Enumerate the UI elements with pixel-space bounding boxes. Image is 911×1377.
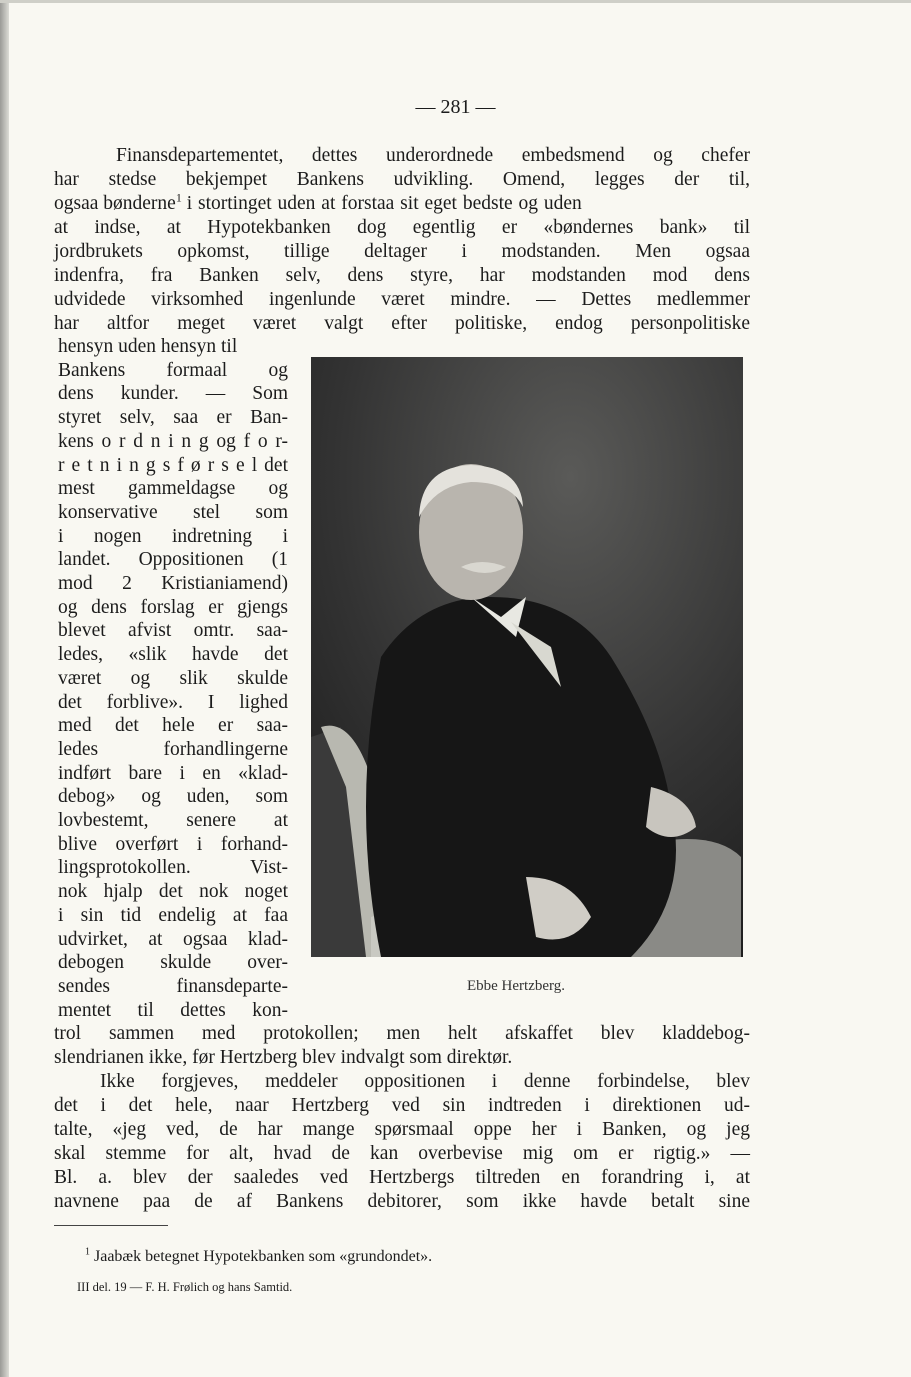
text-line: mod 2 Kristianiamend) [58, 573, 288, 594]
text-line: kens o r d n i n g og f o r- [58, 430, 288, 452]
text-line: indenfra, fra Banken selv, dens styre, har modstanden mod dens [54, 265, 750, 286]
text-line: debog» og uden, som [58, 786, 288, 808]
signature-line: III del. 19 — F. H. Frølich og hans Samtid. [77, 1280, 293, 1294]
text-line: mest gammeldagse og [58, 478, 288, 500]
footnote-marker: 1 [175, 190, 182, 205]
text-line: debogen skulde over- [58, 952, 288, 974]
text-line: hensyn uden hensyn til [58, 336, 238, 357]
text-line: udvirket, at ogsaa klad- [58, 928, 288, 950]
text-line: i nogen indretning i [58, 525, 288, 547]
text-line: lingsprotokollen. Vist- [58, 857, 288, 879]
photo-caption: Ebbe Hertzberg. [466, 978, 565, 994]
text-line: navnene paa de af Bankens debitorer, som ikke havde betalt sine [54, 1191, 750, 1212]
footnote-number: 1 [85, 1246, 90, 1258]
text-line: r e t n i n g s f ø r s e l det [58, 454, 288, 476]
text-line: blevet afvist omtr. saa- [58, 620, 288, 642]
text-line: udvidede virksomhed ingenlunde været mindre. — Dettes medlemmer [54, 289, 750, 310]
text-line: nok hjalp det nok noget [58, 881, 288, 903]
scan-edge [0, 0, 9, 1377]
text-line: har altfor meget været valgt efter politiske, endog personpolitiske [54, 313, 750, 334]
text-fragment: i stortinget uden at forstaa sit eget bedste og uden [186, 193, 582, 214]
text-line: har stedse bekjempet Bankens udvikling. Omend, legges der til, [54, 169, 750, 190]
text-line: ledes forhandlingerne [58, 738, 288, 760]
footnote-rule [54, 1225, 168, 1226]
text-line: slendrianen ikke, før Hertzberg blev indvalgt som direktør. [54, 1047, 513, 1068]
page-number: — 281 — [415, 96, 496, 118]
text-line: været og slik skulde [58, 667, 288, 689]
text-line: Bl. a. blev der saaledes ved Hertzbergs tiltreden en forandring i, at [54, 1167, 750, 1188]
text-line: talte, «jeg ved, de har mange spørsmaal oppe her i Banken, og jeg [54, 1119, 750, 1140]
text-line: Bankens formaal og [58, 359, 288, 381]
text-line: dens kunder. — Som [58, 383, 288, 405]
text-line: styret selv, saa er Ban- [58, 407, 288, 429]
text-line: landet. Oppositionen (1 [58, 549, 288, 571]
text-line: lovbestemt, senere at [58, 810, 288, 831]
text-line: skal stemme for alt, hvad de kan overbevise mig om er rigtig.» — [54, 1143, 750, 1164]
text-fragment: ogsaa bønderne [54, 193, 176, 214]
footnote-text: Jaabæk betegnet Hypotekbanken som «grundondet». [94, 1248, 433, 1265]
text-line: trol sammen med protokollen; men helt afskaffet blev kladdebog- [54, 1023, 750, 1044]
text-line: blive overført i forhand- [58, 833, 288, 855]
text-line: Ikke forgjeves, meddeler oppositionen i denne forbindelse, blev [100, 1071, 750, 1092]
text-line: at indse, at Hypotekbanken dog egentlig er «bøndernes bank» til [54, 217, 750, 238]
text-line: i sin tid endelig at faa [58, 904, 288, 926]
text-line: jordbrukets opkomst, tillige deltager i modstanden. Men ogsaa [54, 241, 750, 262]
text-line: det i det hele, naar Hertzberg ved sin indtreden i direktionen ud- [54, 1095, 750, 1116]
text-line: indført bare i en «klad- [58, 762, 288, 784]
portrait-photo [311, 357, 743, 957]
text-line [54, 192, 750, 216]
text-line: ledes, «slik havde det [58, 644, 288, 666]
text-line: og dens forslag er gjengs [58, 596, 288, 618]
scan-top-edge [0, 0, 911, 3]
portrait-image [311, 357, 743, 957]
text-line: Finansdepartementet, dettes underordnede embedsmend og chefer [116, 145, 750, 166]
text-line: det forblive». I lighed [58, 691, 288, 713]
text-line: sendes finansdeparte- [58, 975, 288, 997]
text-line: mentet til dettes kon- [58, 999, 288, 1021]
footnote [85, 1248, 432, 1266]
text-line: konservative stel som [58, 501, 288, 523]
text-line: med det hele er saa- [58, 715, 288, 737]
